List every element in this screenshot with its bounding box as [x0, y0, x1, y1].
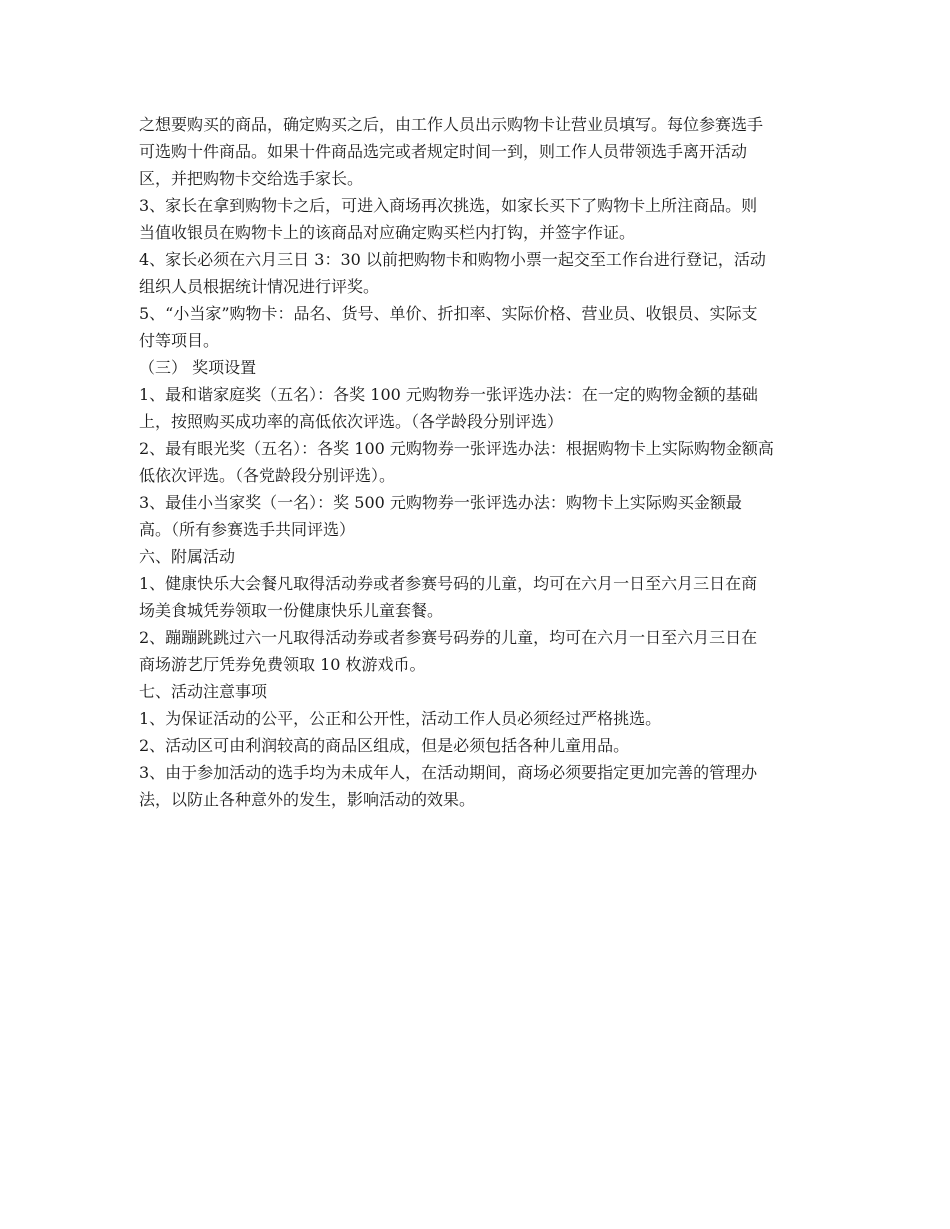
text-line: 2、活动区可由利润较高的商品区组成，但是必须包括各种儿童用品。	[139, 736, 630, 755]
text-line: 3、家长在拿到购物卡之后，可进入商场再次挑选，如家长买下了购物卡上所注商品。则	[139, 196, 758, 215]
text-line: 3、由于参加活动的选手均为未成年人，在活动期间，商场必须要指定更加完善的管理办	[139, 763, 758, 782]
text-line: 付等项目。	[139, 331, 220, 350]
text-line: 2、最有眼光奖（五名）：各奖 100 元购物券一张评选办法：根据购物卡上实际购物金额高	[139, 439, 774, 458]
text-line: 5、“小当家”购物卡：品名、货号、单价、折扣率、实际价格、营业员、收银员、实际支	[139, 304, 758, 323]
text-line: 当值收银员在购物卡上的该商品对应确定购买栏内打钩，并签字作证。	[139, 223, 636, 242]
text-line: 上，按照购买成功率的高低依次评选。（各学龄段分别评选）	[139, 412, 564, 431]
text-line: 组织人员根据统计情况进行评奖。	[139, 277, 380, 296]
section-heading: 七、活动注意事项	[139, 682, 268, 701]
document-body	[139, 111, 819, 813]
text-line: 低依次评选。（各党龄段分别评选）。	[139, 466, 396, 485]
text-line: 之想要购买的商品，确定购买之后，由工作人员出示购物卡让营业员填写。每位参赛选手	[139, 115, 764, 134]
section-heading: 六、附属活动	[139, 547, 236, 566]
text-line: 场美食城凭券领取一份健康快乐儿童套餐。	[139, 601, 444, 620]
text-line: 高。（所有参赛选手共同评选）	[139, 520, 356, 539]
text-line: 1、最和谐家庭奖（五名）：各奖 100 元购物券一张评选办法：在一定的购物金额的基础	[139, 385, 758, 404]
text-line: 法，以防止各种意外的发生，影响活动的效果。	[139, 790, 476, 809]
text-line: 可选购十件商品。如果十件商品选完或者规定时间一到，则工作人员带领选手离开活动	[139, 142, 748, 161]
text-line: 4、家长必须在六月三日 3：30 以前把购物卡和购物小票一起交至工作台进行登记，活动	[139, 250, 766, 269]
text-line: 1、健康快乐大会餐凡取得活动券或者参赛号码的儿童，均可在六月一日至六月三日在商	[139, 574, 758, 593]
text-line: 1、为保证活动的公平，公正和公开性，活动工作人员必须经过严格挑选。	[139, 709, 662, 728]
section-heading: （三） 奖项设置	[139, 358, 257, 377]
text-line: 商场游艺厅凭券免费领取 10 枚游戏币。	[139, 655, 426, 674]
text-line: 2、蹦蹦跳跳过六一凡取得活动券或者参赛号码券的儿童，均可在六月一日至六月三日在	[139, 628, 758, 647]
text-line: 区，并把购物卡交给选手家长。	[139, 169, 364, 188]
text-line: 3、最佳小当家奖（一名）：奖 500 元购物券一张评选办法：购物卡上实际购买金额最	[139, 493, 742, 512]
